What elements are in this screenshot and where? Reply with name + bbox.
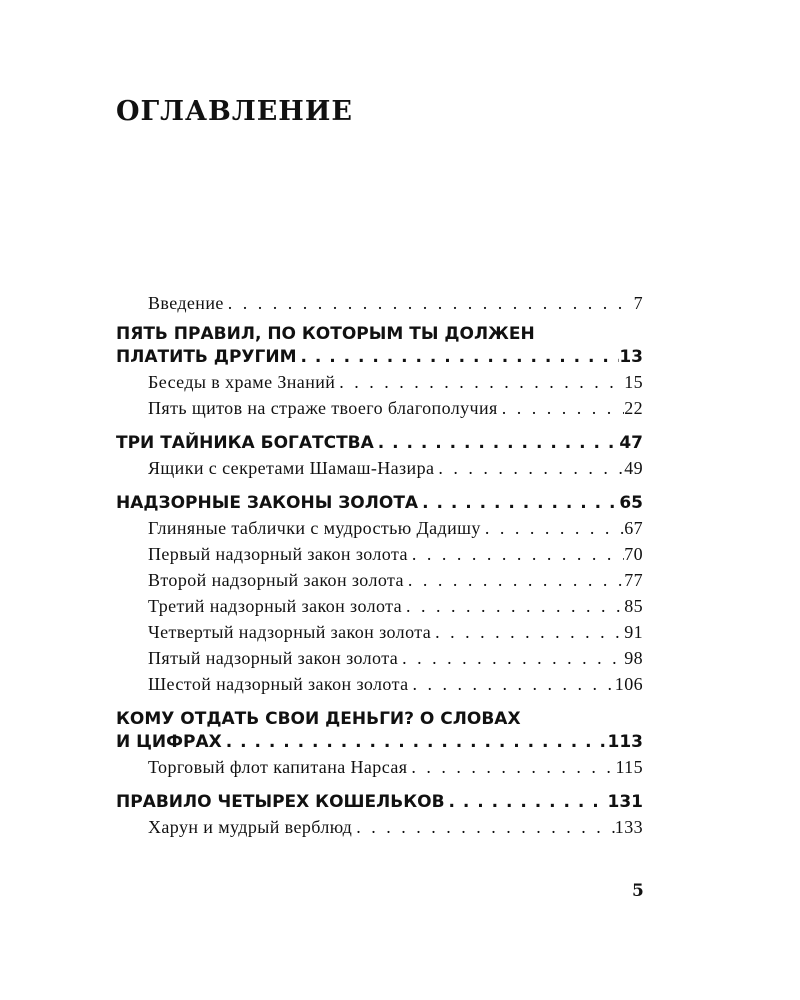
dot-leader <box>418 492 619 515</box>
dot-leader <box>224 290 634 316</box>
toc-entry-label: Торговый флот капитана Нарсая <box>148 757 408 777</box>
dot-leader <box>352 814 615 840</box>
dot-leader <box>296 346 619 369</box>
toc-entry <box>116 369 643 395</box>
toc-entry <box>116 455 643 481</box>
dot-leader <box>434 455 624 481</box>
dot-leader <box>222 731 608 754</box>
dot-leader <box>398 645 624 671</box>
toc-entry-label: Первый надзорный закон золота <box>148 544 408 564</box>
toc-entry-label: Введение <box>148 293 224 313</box>
chapter-title-line: ПЯТЬ ПРАВИЛ, ПО КОТОРЫМ ТЫ ДОЛЖЕН <box>116 324 535 344</box>
dot-leader <box>404 567 624 593</box>
toc-entry-page: 77 <box>624 570 643 590</box>
toc-entry-page: 7 <box>633 293 643 313</box>
chapter-block <box>116 791 643 840</box>
chapter-heading <box>116 731 643 754</box>
toc-entry <box>116 754 643 780</box>
toc-entry-label: Ящики с секретами Шамаш-Назира <box>148 458 435 478</box>
toc-entry-label: Шестой надзорный закон золота <box>148 674 409 694</box>
toc-entry <box>116 567 643 593</box>
dot-leader <box>498 395 624 421</box>
toc-entry-label: Беседы в храме Знаний <box>148 372 336 392</box>
toc-entry <box>116 593 643 619</box>
toc-entry-page: 106 <box>614 674 643 694</box>
chapter-page: 113 <box>607 732 643 752</box>
chapter-page: 65 <box>619 493 643 513</box>
dot-leader <box>408 671 614 697</box>
chapter-title-line: ПРАВИЛО ЧЕТЫРЕХ КОШЕЛЬКОВ <box>116 792 445 812</box>
chapter-block <box>116 432 643 481</box>
toc-entry <box>116 515 643 541</box>
toc-entry-label: Четвертый надзорный закон золота <box>148 622 432 642</box>
toc-entry-page: 133 <box>614 817 643 837</box>
toc-entry-page: 91 <box>624 622 643 642</box>
chapter-block <box>116 708 643 780</box>
toc-entry <box>116 814 643 840</box>
page-number: 5 <box>632 881 644 901</box>
chapter-title-line: НАДЗОРНЫЕ ЗАКОНЫ ЗОЛОТА <box>116 493 419 513</box>
dot-leader <box>402 593 624 619</box>
dot-leader <box>335 369 624 395</box>
toc-entry <box>116 645 643 671</box>
chapter-heading <box>116 432 643 455</box>
chapter-title-line: И ЦИФРАХ <box>116 732 222 752</box>
chapter-heading <box>116 791 643 814</box>
dot-leader <box>408 541 624 567</box>
chapter-heading <box>116 346 643 369</box>
toc-entry-page: 49 <box>624 458 643 478</box>
toc-entry-intro <box>116 290 643 316</box>
dot-leader <box>481 515 624 541</box>
chapter-title-line: ТРИ ТАЙНИКА БОГАТСТВА <box>116 433 374 453</box>
page-title: ОГЛАВЛЕНИЕ <box>116 96 353 127</box>
dot-leader <box>374 432 620 455</box>
toc-entry-page: 85 <box>624 596 643 616</box>
toc-entry-label: Второй надзорный закон золота <box>148 570 404 590</box>
table-of-contents <box>116 290 643 840</box>
toc-entry-page: 98 <box>624 648 643 668</box>
toc-entry-label: Глиняные таблички с мудростью Дадишу <box>148 518 481 538</box>
chapter-title-line: ПЛАТИТЬ ДРУГИМ <box>116 347 297 367</box>
chapter-heading <box>116 492 643 515</box>
toc-entry <box>116 671 643 697</box>
chapter-page: 47 <box>619 433 643 453</box>
toc-entry-page: 22 <box>624 398 643 418</box>
toc-entry-page: 70 <box>624 544 643 564</box>
dot-leader <box>431 619 624 645</box>
chapter-page: 131 <box>607 792 643 812</box>
toc-entry-page: 15 <box>624 372 643 392</box>
chapter-page: 13 <box>619 347 643 367</box>
chapter-block <box>116 323 643 421</box>
toc-entry-page: 115 <box>615 757 643 777</box>
chapter-block <box>116 492 643 697</box>
dot-leader <box>445 791 608 814</box>
toc-entry-label: Пять щитов на страже твоего благополучия <box>148 398 498 418</box>
toc-entry <box>116 619 643 645</box>
toc-entry <box>116 541 643 567</box>
toc-entry-page: 67 <box>624 518 643 538</box>
toc-entry-label: Пятый надзорный закон золота <box>148 648 399 668</box>
toc-entry <box>116 395 643 421</box>
chapter-title-line: КОМУ ОТДАТЬ СВОИ ДЕНЬГИ? О СЛОВАХ <box>116 709 521 729</box>
dot-leader <box>407 754 615 780</box>
toc-entry-label: Третий надзорный закон золота <box>148 596 403 616</box>
toc-entry-label: Харун и мудрый верблюд <box>148 817 353 837</box>
